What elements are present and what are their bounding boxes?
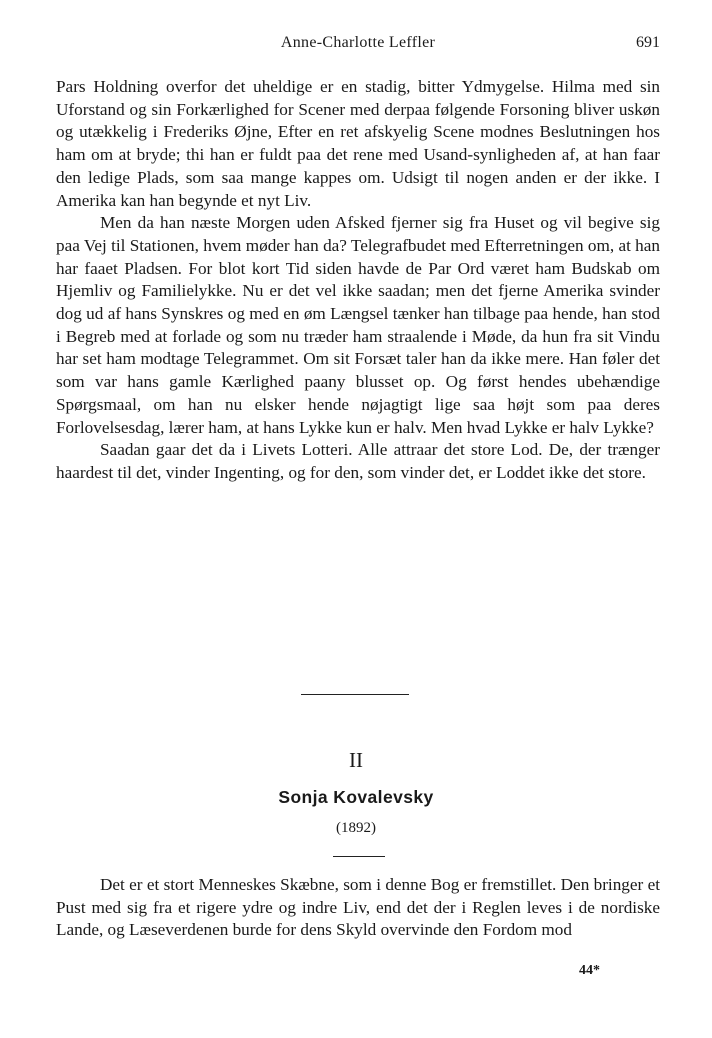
body-text-bottom <box>56 874 660 942</box>
body-text-top <box>56 76 660 485</box>
chapter-title: Sonja Kovalevsky <box>278 787 434 807</box>
running-header-title: Anne-Charlotte Leffler <box>280 34 436 51</box>
paragraph-2: Men da han næste Morgen uden Afsked fjerner sig fra Huset og vil begive sig paa Vej til Stationen, hvem møder han da? Telegrafbudet med Efterretningen om, at han har faaet Pladsen. For blot kort Tid siden havde de Par Ord været ham Budskab om Hjemliv og Familielykke. Nu er det vel ikke saadan; men det fjerne Amerika svinder dog ud af hans Synskres og med en øm Længsel tænker han tilbage paa hende, han stod i Begreb med at forlade og som nu træder ham straalende i Møde, da hun fra sit Vindu har set ham modtage Telegrammet. Om sit Forsæt taler han da ikke mere. Han føler det som var hans gamle Kærlighed paany blusset op. Og først hendes ubehændige Spørgsmaal, om han nu elsker hende nøjagtigt lige saa højt som paa deres Forlovelsesdag, lærer ham, at hans Lykke kun er halv. Men hvad Lykke er halv Lykke? <box>56 213 660 437</box>
section-divider <box>301 694 409 695</box>
chapter-divider <box>333 856 385 857</box>
page-number: 691 <box>636 34 660 51</box>
signature-mark: 44* <box>579 963 600 978</box>
running-header <box>56 34 660 56</box>
chapter-number: II <box>349 748 363 772</box>
paragraph-1: Pars Holdning overfor det uheldige er en stadig, bitter Ydmygelse. Hilma med sin Uforstand og sin Forkærlighed for Scener med derpaa følgende Forsoning bliver uskøn og utækkelig i Frederiks Øjne, Efter en ret afskyelig Scene modnes Beslutningen hos ham om at bryde; thi han er fuldt paa det rene med Usand-synligheden af, at han faar den ledige Plads, som saa mange kappes om. Udsigt til nogen anden er der ikke. I Amerika kan han begynde et nyt Liv. <box>56 77 660 210</box>
chapter-year: (1892) <box>336 820 376 836</box>
paragraph-4: Det er et stort Menneskes Skæbne, som i denne Bog er fremstillet. Den bringer et Pust med sig fra et rigere ydre og indre Liv, end det der i Reglen leves i de nordiske Lande, og Læseverdenen burde for dens Skyld overvinde den Fordom mod <box>56 875 660 940</box>
paragraph-3: Saadan gaar det da i Livets Lotteri. Alle attraar det store Lod. De, der trænger haardest til det, vinder Ingenting, og for den, som vinder det, er Loddet ikke det store. <box>56 440 660 482</box>
